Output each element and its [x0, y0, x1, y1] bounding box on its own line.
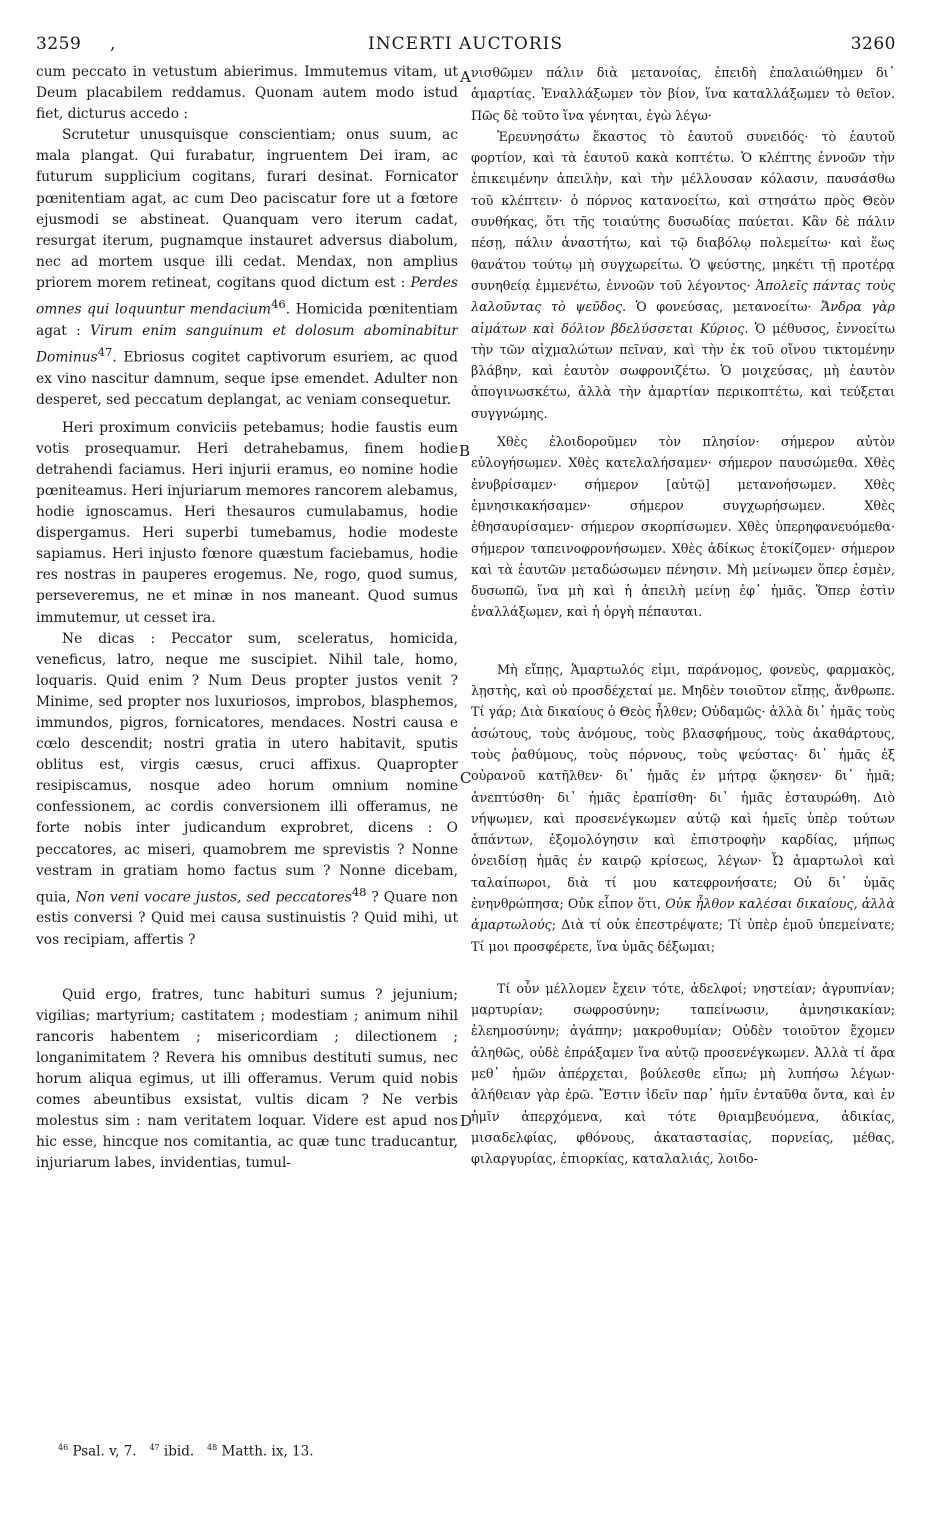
greek-text: . Ὁ φονεύσας, μετανοείτω· — [622, 299, 812, 315]
greek-paragraph-5: Τί οὖν μέλλομεν ἔχειν τότε, ἀδελφοί; νηστείαν; ἀγρυπνίαν; μαρτυρίαν; σωφροσύνην; ταπείνωσιν, ἀμνησικακίαν; ἐλεημοσύνην; ἀγάπην; μακροθυμίαν; Οὐδὲν τοιοῦτον ἔχομεν ἀληθῶς, οὐδὲ ἐπράξαμεν ἵνα αὐτῷ προσενέγκωμεν. Ἀλλὰ τί ἄρα μεθ᾽ ἡμῶν ἀπέρχεται, βούλεσθε εἴπω; μὴ λυπήσω λέγων· ἀλήθειαν γὰρ ἐρῶ. Ἔστιν ἰδεῖν παρ᾽ ἡμῖν ἐνταῦθα ὄντα, καὶ ἐν ἡμῖν ἀπερχόμενα, καὶ τότε θριαμβευόμενα, ἀδικίας, μισαδελφίας, φθόνους, ἀκαταστασίας, πορνείας, μέθας, φιλαργυρίας, ἐπιορκίας, καταλαλιάς, λοιδο- — [471, 980, 895, 1167]
footnote-ref: 48 — [351, 884, 367, 899]
latin-paragraph-1: cum peccato in vetustum abierimus. Immutemus vitam, ut Deum placabilem reddamus. Quonam autem modo istud fiet, dicturus accedo : — [36, 64, 458, 123]
latin-paragraph-5: Quid ergo, fratres, tunc habituri sumus ? jejunium; vigilias; martyrium; castitatem ; modestiam ; animum nihil rancoris habentem ; misericordiam ; dilectionem ; longanimitatem ? Revera his omnibus destituti sumus, nec horum aliqua egimus, ut illi offeramus. Verum quid nobis comes abeuntibus exsistat, vultis dicam ? Ne verbis molestus sim : nam veritatem loquar. Videre est apud nos hic esse, hincque nos comitantia, ac quæ tunc traducantur, injuriarum labes, invidentias, tumul- — [36, 986, 458, 1172]
greek-column — [471, 62, 895, 1170]
footnote-ref: 47 — [97, 344, 113, 359]
greek-paragraph-2 — [471, 126, 895, 424]
greek-quote: Ἄνδρα γὰρ αἱμάτων καὶ δόλιον βδελύσσεται Κύριος — [471, 299, 895, 336]
footnote-ref: 46 — [271, 297, 286, 312]
greek-text: Μὴ εἴπῃς, Ἁμαρτωλός εἰμι, παράνομος, φονεὺς, φαρμακὸς, λῃστὴς, καὶ οὐ προσδέχεταί με. Μηδὲν τοιοῦτον εἴπῃς, ἄνθρωπε. Τί γάρ; Διὰ δικαίους ὁ Θεὸς ἦλθεν; Οὐδαμῶς· ἀλλὰ δι᾽ ἡμᾶς τοὺς ἀσώτους, τοὺς ἀνόμους, τοὺς βλασφήμους, τοὺς ἀκαθάρτους, τοὺς ῥαθύμους, τοὺς πόρνους, τοὺς ψεύστας· δι᾽ ἡμᾶς ἐξ οὐρανοῦ κατῆλθεν· δι᾽ ἡμᾶς ἐν μήτρᾳ ᾤκησεν· δι᾽ ἡμᾶ; ἀνεπτύσθη· δι᾽ ἡμᾶς ἐραπίσθη· δι᾽ ἡμᾶς ἐσταυρώθη. Διὸ νήψωμεν, καὶ προσενέγκωμεν αὐτῷ καὶ ἡμεῖς ὑπὲρ τούτων ἁπάντων, ἐξομολόγησιν καὶ ἐπιστροφὴν καρδίας, μήπως ὀνειδίσῃ ἡμᾶς ἐν καιρῷ κρίσεως, λέγων· Ὦ ἁμαρτωλοὶ καὶ ταλαίπωροι, διὰ τί μου κατεφρονήσατε; Οὐ δι᾽ ὑμᾶς ἐνηνθρώπησα; Οὐκ εἶπον ὅτι, — [471, 661, 895, 911]
margin-letter-a: A — [460, 68, 471, 86]
page-number-left: 3259 — [36, 34, 82, 54]
greek-text: Ἐρευνησάτω ἕκαστος τὸ ἑαυτοῦ συνειδός· τὸ ἑαυτοῦ φορτίον, καὶ τὰ ἑαυτοῦ κακὰ κοπτέτω. Ὁ κλέπτης ἐννοῶν τὴν ἐπικειμένην ἀπειλὴν, καὶ τὴν μέλλουσαν κόλασιν, παυσάσθω τοῦ κλέπτειν· ὁ πόρνος κατανοείτω, καὶ στησάτω πρὸς Θεὸν συνθήκας, ὅτι τῆς τοιαύτης δυσωδίας παύεται. Κἂν δὲ πάλιν πέσῃ, πάλιν ἀναστήτω, καὶ τῷ διαβόλῳ πολεμείτω· καὶ ἕως θανάτου τούτῳ μὴ συγχωρείτω. Ὁ ψεύστης, μηκέτι τῇ προτέρᾳ συνηθείᾳ ἐμμενέτω, ἐννοῶν τοῦ λέγοντος· — [471, 128, 895, 293]
footnote-number: 46 — [58, 1443, 69, 1452]
running-header — [36, 34, 896, 58]
latin-text: ? Quare non estis conversi ? Quid mei causa sustinuistis ? Quid mihi, ut vos recipiam, affertis ? — [36, 889, 458, 948]
latin-paragraph-3: Heri proximum conviciis petebamus; hodie faustis eum votis prosequamur. Heri detrahebamus, finem hodie detrahendi faciamus. Heri injurii eramus, eo nomine hodie pœniteamus. Heri injuriarum memores rancorem alebamus, hodie ignoscamus. Heri thesauros cumulabamus, hodie dispergamus. Heri superbi tumebamus, hodie modeste sapiamus. Heri injusto fœnore quæstum faciebamus, hodie res nostras in pauperes erogemus. Ne, rogo, quod sumus, perseveremus, ne et minæ in nos maneant. Quod sumus immutemur, ut cesset ira. — [36, 419, 458, 626]
latin-quote: Virum enim sanguinum et dolosum abominabitur Dominus — [36, 322, 458, 366]
footnotes — [58, 1443, 478, 1460]
greek-text: . Ὁ μέθυσος, ἐννοείτω τὴν τῶν αἰχμαλώτων πεῖναν, καὶ τὴν ἐκ τοῦ οἴνου τικτομένην βλάβην, καὶ ἑαυτὸν σωφρονιζέτω. Ὁ μοιχεύσας, μὴ ἑαυτὸν ἀπογινωσκέτω, ἀλλὰ τὴν ἁμαρτίαν περικοπτέτω, καὶ τεύξεται συγγνώμης. — [471, 320, 895, 421]
footnote-text: Psal. v, 7. — [68, 1443, 137, 1460]
latin-paragraph-2 — [36, 125, 458, 410]
footnote-text: Matth. ix, 13. — [217, 1443, 314, 1460]
header-mark: , — [110, 34, 116, 54]
greek-quote: Οὐκ ἦλθον καλέσαι δικαίους, ἀλλὰ ἁμαρτωλούς — [471, 895, 895, 933]
greek-paragraph-3: Χθὲς ἐλοιδοροῦμεν τὸν πλησίον· σήμερον αὐτὸν εὐλογήσωμεν. Χθὲς κατελαλήσαμεν· σήμερον παυσώμεθα. Χθὲς ἐνυβρίσαμεν· σήμερον [αὐτῷ] μετανοήσωμεν. Χθὲς ἐμνησικακήσαμεν· σήμερον συγχωρήσωμεν. Χθὲς ἐθησαυρίσαμεν· σήμερον σκορπίσωμεν. Χθὲς ὑπερηφανευόμεθα· σήμερον ταπεινοφρονήσωμεν. Χθὲς ἀδίκως ἐτοκίζομεν· σήμερον καὶ τὰ ἑαυτῶν μεταδώσωμεν πένησιν. Μὴ μείνωμεν ὅπερ ἐσμὲν, δυσωπῶ, ἵνα μὴ καὶ ἡ ἀπειλὴ μείνῃ ἐφ᾽ ἡμᾶς. Ὅπερ ἐστὶν ἐναλλάξωμεν, καὶ ἡ ὀργὴ πέπαυται. — [471, 434, 895, 620]
latin-text: Scrutetur unusquisque conscientiam; onus suum, ac mala plangat. Qui furabatur, ingruentem Dei iram, ac futurum supplicium cogitans, furari desinat. Fornicator pœnitentiam agat, ac cum Deo paciscatur fore ut a fœtore ejusmodi se abstineat. Quanquam vero iterum cadat, resurgat iterum, pugnamque instauret adversus diabolum, nec ad mortem usque illi cedat. Mendax, non amplius priorem morem retineat, cogitans quod dictum est : — [36, 127, 458, 291]
margin-letter-c: C — [460, 769, 472, 787]
footnote-number: 48 — [207, 1443, 218, 1452]
margin-letter-b: B — [459, 442, 471, 460]
footnote-number: 47 — [149, 1443, 160, 1452]
greek-quote: Ἀπολεῖς πάντας τοὺς λαλοῦντας τὸ ψεῦδος — [471, 277, 895, 315]
latin-paragraph-4 — [36, 629, 458, 951]
footnote-text: ibid. — [159, 1443, 195, 1460]
greek-text: ; Διὰ τί οὐκ ἐπεστρέψατε; Τί ὑπὲρ ἐμοῦ ὑπεμείνατε; Τί μοι προσφέρετε, ἵνα ὑμᾶς δέξωμαι; — [471, 917, 895, 954]
margin-letter-d: D — [460, 1112, 473, 1130]
greek-paragraph-4 — [471, 659, 895, 957]
latin-quote: Non veni vocare justos, sed peccatores — [75, 889, 352, 906]
latin-text: . Ebriosus cogitet captivorum esuriem, ac quod ex vino nascitur damnum, seque ipse emendet. Adulter non desperet, sed peccatum deplangat, ac veniam consequetur. — [36, 349, 458, 408]
greek-paragraph-1: νισθῶμεν πάλιν διὰ μετανοίας, ἐπειδὴ ἐπαλαιώθημεν δι᾽ ἁμαρτίας. Ἐναλλάξωμεν τὸν βίον, ἵνα καταλλάξωμεν τὸ θεῖον. Πῶς δὲ τοῦτο ἵνα γένηται, ἐγὼ λέγω· — [471, 65, 895, 123]
running-title: INCERTI AUCTORIS — [368, 34, 564, 54]
page-number-right: 3260 — [850, 34, 896, 54]
latin-quote: Perdes omnes qui loquuntur mendacium — [36, 274, 458, 318]
latin-text: Ne dicas : Peccator sum, sceleratus, homicida, veneficus, latro, neque me suscipiet. Nihil tale, homo, loquaris. Quid enim ? Num Deus propter justos venit ? Minime, sed propter nos luxuriosos, improbos, blasphemos, immundos, pigros, fornicatores, mendaces. Nostri causa e cœlo descendit; nostri gratia in utero habitavit, sputis oblitus est, virgis cæsus, cruci affixus. Quapropter resipiscamus, nosque adeo horum omnium nomine confessionem, ac cordis conversionem illi offeramus, ne forte nobis inter judicandum exprobret, dicens : O peccatores, ac miseri, quamobrem me sprevistis ? Nonne vestram in gratiam homo factus sum ? Nonne dicebam, quia, — [36, 630, 458, 906]
latin-column — [36, 62, 458, 1174]
latin-text: . Homicida pœnitentiam agat : — [36, 301, 458, 339]
